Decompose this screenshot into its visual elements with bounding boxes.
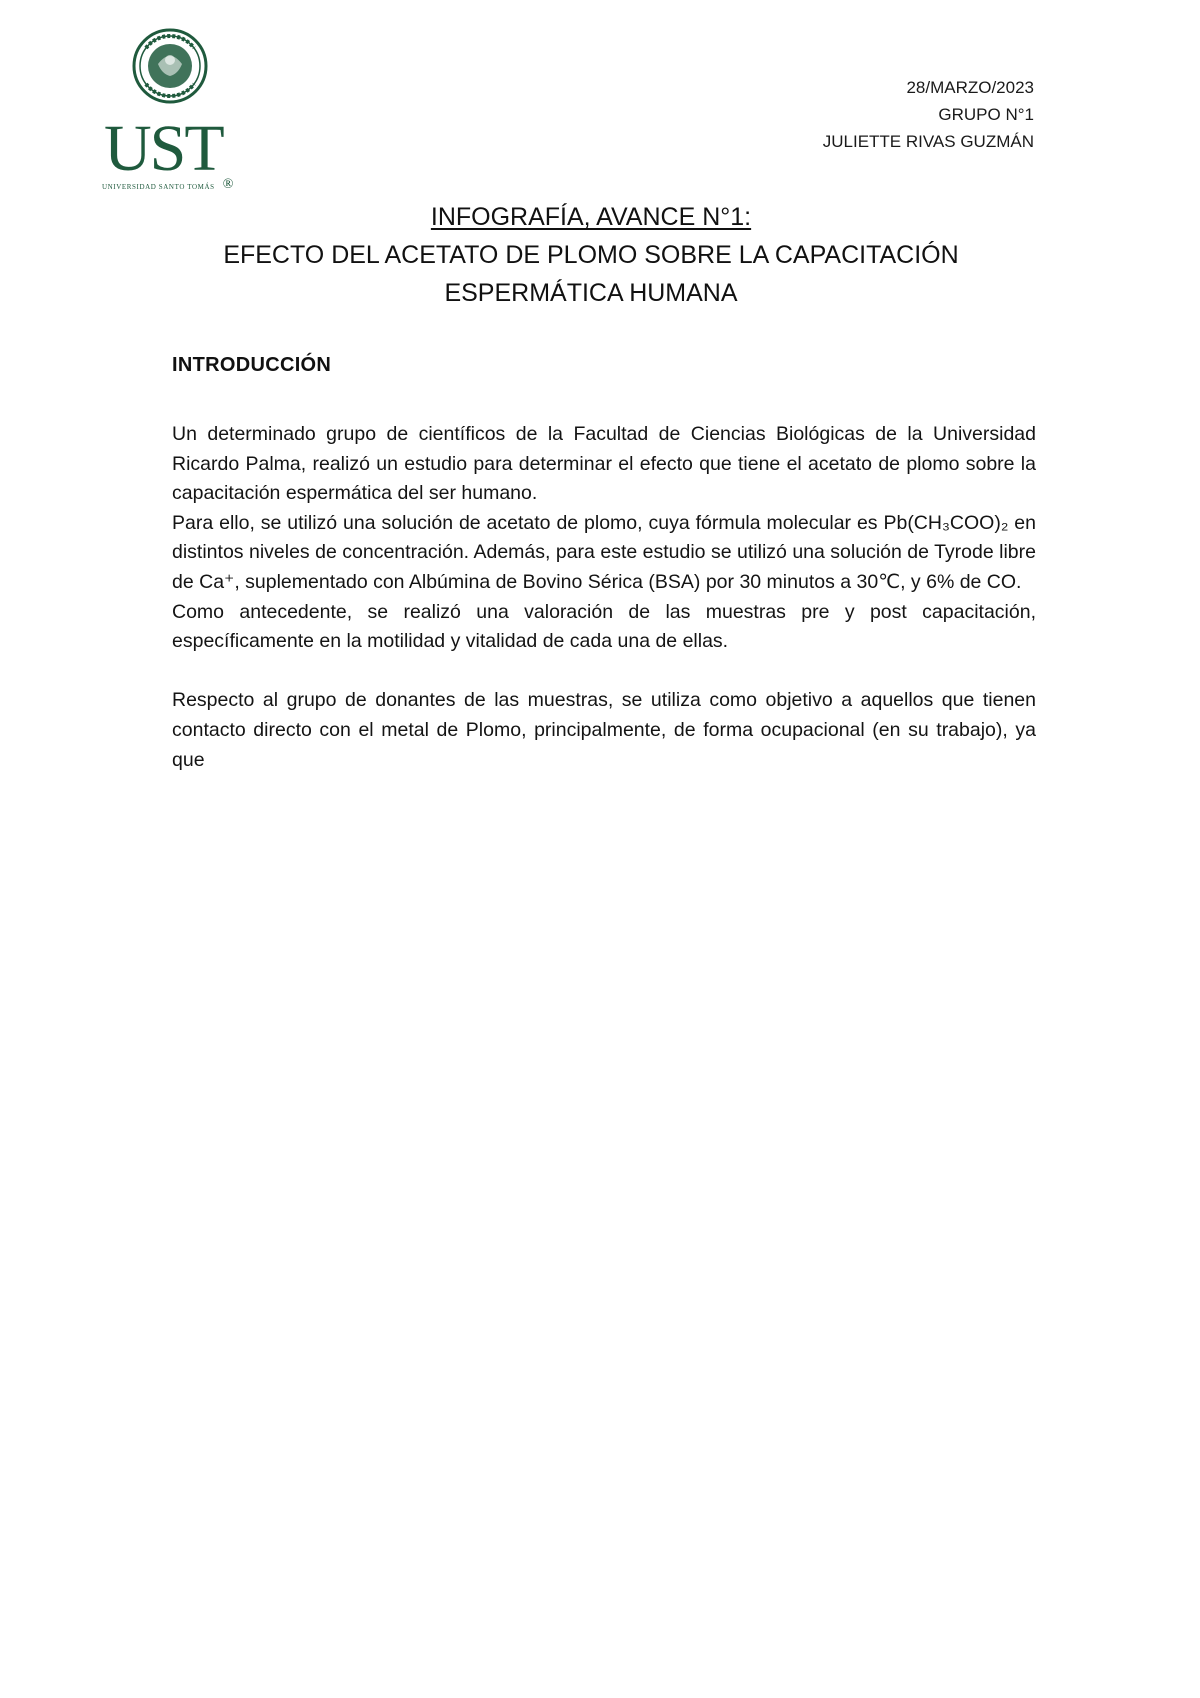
- document-date: 28/MARZO/2023: [906, 78, 1034, 97]
- paragraph-1: Un determinado grupo de científicos de la Facultad de Ciencias Biológicas de la Universidad Ricardo Palma, realizó un estudio para determinar el efecto que tiene el acetato de plomo sobre la capacitación espermática del ser humano.: [172, 423, 1036, 505]
- logo-subtitle: UNIVERSIDAD SANTO TOMÁS: [102, 183, 215, 191]
- title-line-1: INFOGRAFÍA, AVANCE N°1:: [430, 203, 752, 231]
- group-number: GRUPO N°1: [938, 105, 1034, 124]
- university-logo: [100, 28, 240, 196]
- document-title: [120, 198, 1062, 312]
- paragraph-3: Como antecedente, se realizó una valoración de las muestras pre y post capacitación, específicamente en la motilidad y vitalidad de cada una de ellas.: [172, 600, 1036, 653]
- body-text: [172, 420, 1036, 775]
- section-heading: INTRODUCCIÓN: [172, 354, 332, 376]
- author-name: JULIETTE RIVAS GUZMÁN: [822, 132, 1034, 151]
- title-line-2: EFECTO DEL ACETATO DE PLOMO SOBRE LA CAPACITACIÓN: [223, 241, 959, 269]
- university-seal-icon: [100, 28, 240, 118]
- paragraph-4: Respecto al grupo de donantes de las muestras, se utiliza como objetivo a aquellos que tienen contacto directo con el metal de Plomo, principalmente, de forma ocupacional (en su trabajo), ya que: [172, 689, 1036, 771]
- header-meta: [823, 74, 1034, 155]
- paragraph-gap: [172, 657, 1036, 687]
- title-line-3: ESPERMÁTICA HUMANA: [444, 279, 738, 307]
- trademark-symbol: ®: [222, 177, 234, 192]
- paragraph-2: Para ello, se utilizó una solución de acetato de plomo, cuya fórmula molecular es Pb(CH₃COO)₂ en distintos niveles de concentración. Además, para este estudio se utilizó una solución de Tyrode libre de Ca⁺, suplementado con Albúmina de Bovino Sérica (BSA) por 30 minutos a 30℃, y 6% de CO.: [172, 511, 1036, 593]
- logo-wordmark: UST®: [104, 112, 234, 192]
